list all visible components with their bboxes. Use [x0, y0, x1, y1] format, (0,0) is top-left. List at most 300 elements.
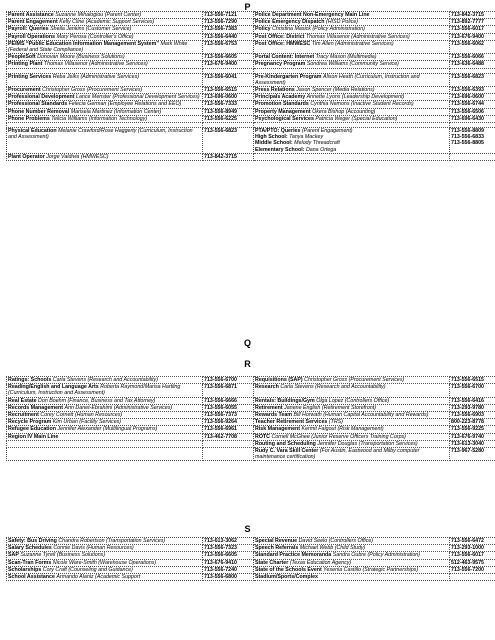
entry-service: Police Emergency Dispatch	[255, 19, 325, 26]
entry-phone-cell	[203, 108, 254, 115]
entry-name-cell	[254, 397, 450, 404]
entry-name-cell	[7, 33, 203, 40]
entry-name-cell	[254, 33, 450, 40]
entry-phone: 713-556-6393	[451, 87, 484, 94]
entry-name-cell	[254, 115, 450, 122]
entry-service: Psychological Services	[255, 115, 314, 122]
entry-name-cell	[254, 419, 450, 426]
entry-detail: David Seelo (Controllers Office)	[298, 538, 374, 544]
entry-phone: 713-556-9264	[204, 419, 237, 426]
entry-name-cell	[7, 115, 203, 122]
entry-phone: 713-556-8949	[204, 108, 237, 115]
table-row	[7, 108, 495, 115]
entry-name-cell	[7, 552, 203, 559]
table-row	[7, 448, 495, 461]
entry-detail: Christopher Gross (Procurement Services)	[42, 87, 143, 94]
table-row	[7, 377, 495, 384]
entry-service: Promotion Standards	[255, 101, 309, 108]
entry-phone: 713-556-7121	[204, 12, 237, 18]
entry-name-cell	[7, 440, 203, 447]
directory-table	[6, 11, 495, 161]
entry-phone: 713-556-6666	[204, 397, 237, 404]
entry-detail: Suzanne Tyrell (Business Solutions)	[20, 552, 106, 559]
entry-name-cell	[7, 426, 203, 433]
entry-detail: (Parent Engagement)	[301, 128, 353, 135]
entry-phone: 713-556-6515	[451, 377, 484, 383]
section-letter: Q	[243, 338, 251, 348]
table-row	[7, 33, 495, 40]
entry-phone-cell	[450, 101, 495, 108]
table-row	[7, 101, 495, 108]
entry-phone-cell	[450, 448, 495, 461]
entry-phone: 713-556-7383	[204, 26, 237, 33]
entry-phone-cell	[203, 73, 254, 86]
entry-phone-cell	[203, 61, 254, 68]
entry-phone: 713-556-6605	[204, 552, 237, 559]
entry-service: Region IV Main Line	[8, 433, 59, 440]
table-row	[7, 384, 495, 397]
entry-detail: Sheila Jenkins (Customer Service)	[50, 26, 132, 33]
entry-phone-cell	[450, 545, 495, 552]
entry-service: Refugee Education	[8, 426, 56, 433]
entry-name-cell	[7, 40, 203, 53]
entry-phone: 713-556-6515	[204, 87, 237, 94]
entry-phone: 713-556-7290	[204, 19, 237, 26]
entry-phone: 713-556-6744	[451, 101, 484, 108]
entry-service: Payroll Operations	[8, 33, 56, 40]
entry-name-cell	[254, 128, 450, 154]
entry-service: Parent Engagement	[8, 19, 58, 26]
table-row	[7, 26, 495, 33]
entry-name-cell	[7, 448, 203, 461]
entry-phone: 713-556-9225	[451, 426, 484, 433]
entry-name-cell	[7, 412, 203, 419]
table-row	[7, 19, 495, 26]
entry-name-cell	[254, 40, 450, 53]
entry-phone: 713-556-6225	[204, 115, 237, 122]
entry-service: Printing Services	[8, 73, 52, 80]
entry-detail: (HISD Police)	[325, 19, 359, 26]
entry-phone-cell	[203, 404, 254, 411]
entry-phone-cell	[450, 108, 495, 115]
entry-detail: Connie Davis (Human Resources)	[53, 545, 134, 552]
entry-service: Press Relations	[255, 87, 295, 94]
entry-phone-cell	[203, 40, 254, 53]
entry-detail: Jennifer Douglas (Transportation Services)	[317, 440, 418, 447]
entry-phone-cell	[450, 440, 495, 447]
entry-detail: Cynthia Nemons (Inactive Student Records)	[310, 101, 414, 108]
entry-phone-cell	[450, 419, 495, 426]
sub-entry-detail: Melody Threadcraft	[294, 140, 340, 147]
entry-phone: 713-556-6800	[204, 574, 237, 581]
entry-phone-cell	[450, 384, 495, 397]
entry-phone-cell	[450, 128, 495, 154]
table-row	[7, 545, 495, 552]
entry-phone: 713-293-9780	[451, 404, 484, 411]
entry-phone-cell	[450, 574, 495, 581]
entry-detail: Alison Heath (Curriculum, Instruction and Assessment)	[255, 73, 420, 86]
entry-name-cell	[7, 419, 203, 426]
entry-phone: 713-556-6472	[451, 538, 484, 544]
entry-name-cell	[254, 448, 450, 461]
entry-name-cell	[254, 94, 450, 101]
entry-name-cell	[254, 545, 450, 552]
entry-phone-cell	[450, 12, 495, 19]
entry-phone: 713-556-7200	[451, 566, 484, 573]
entry-detail: Michael Webb (Child Study)	[299, 545, 366, 552]
entry-name-cell	[254, 153, 450, 160]
entry-name-cell	[254, 404, 450, 411]
table-row	[7, 404, 495, 411]
entry-phone-cell	[203, 19, 254, 26]
entry-detail: Marisela Martinez (Information Center)	[70, 108, 162, 115]
table-row	[7, 559, 495, 566]
entry-service: Phone Number Removal	[8, 108, 70, 115]
entry-service: State of the Schools Event	[255, 566, 322, 573]
entry-detail: Jason Spencer (Media Relations)	[296, 87, 375, 94]
entry-phone: 713-676-9400	[204, 61, 237, 68]
entry-detail: Mary Perosa (Controller's Office)	[56, 33, 134, 40]
entry-phone-cell	[203, 412, 254, 419]
entry-phone-cell	[203, 448, 254, 461]
entry-detail: Sandra Oubre (Policy Administration)	[332, 552, 420, 559]
entry-phone-cell	[203, 94, 254, 101]
entry-phone-cell	[450, 377, 495, 384]
entry-phone: 713-613-3040	[451, 440, 484, 447]
entry-detail: Donovan Moore (Business Solutions)	[37, 54, 125, 61]
entry-phone-cell	[203, 566, 254, 573]
entry-phone-cell	[450, 61, 495, 68]
entry-detail: Lance Menster (Professional Development Services)	[76, 94, 200, 101]
entry-detail: Corey Cornett (Human Resources)	[40, 412, 123, 419]
entry-name-cell	[254, 101, 450, 108]
table-row	[7, 54, 495, 61]
table-row	[7, 397, 495, 404]
entry-detail: Kim Urban (Facility Services)	[52, 419, 122, 426]
table-row	[7, 73, 495, 86]
entry-detail: Carla Stevens (Research and Accountability)	[280, 384, 386, 391]
entry-name-cell	[7, 377, 203, 384]
entry-name-cell	[254, 552, 450, 559]
table-row	[7, 153, 495, 160]
entry-phone: 713-556-6440	[204, 33, 237, 40]
entry-service: Property Management	[255, 108, 311, 115]
entry-name-cell	[7, 384, 203, 397]
entry-name-cell	[7, 545, 203, 552]
entry-service: Policy	[255, 26, 271, 33]
entry-name-cell	[254, 538, 450, 545]
entry-name-cell	[7, 101, 203, 108]
entry-name-cell	[7, 26, 203, 33]
entry-service: Records Management	[8, 404, 64, 411]
entry-phone: 713-676-9740	[451, 433, 484, 440]
table-row	[7, 566, 495, 573]
entry-phone-cell	[203, 33, 254, 40]
entry-detail: Melanie Crawford/Rose Haggerty (Curriculum, Instruction and Assessment)	[8, 128, 193, 141]
entry-phone-cell	[203, 101, 254, 108]
entry-detail: Yesenia Castillo (Strategic Partnerships)	[323, 566, 419, 573]
entry-phone: 713-556-6903	[451, 412, 484, 419]
entry-phone: 713-676-9410	[204, 559, 237, 566]
entry-name-cell	[7, 153, 203, 160]
entry-service: Speech Referrals	[255, 545, 299, 552]
entry-service: Routing and Scheduling	[255, 440, 316, 447]
entry-detail: Carla Stevens (Research and Accountability)	[52, 377, 158, 383]
entry-name-cell	[254, 61, 450, 68]
entry-service: SAP	[8, 552, 19, 559]
entry-phone-cell	[203, 54, 254, 61]
entry-service: Police Department Non-Emergency Main Line	[255, 12, 370, 18]
entry-phone-cell	[203, 538, 254, 545]
entry-name-cell	[254, 433, 450, 440]
entry-phone: 713-842-3715	[204, 153, 237, 160]
entry-detail: Reba Jelks (Administrative Services)	[52, 73, 140, 80]
entry-service: PTA/PTO: Queries	[255, 128, 301, 135]
entry-detail: Mark White (Federal and State Compliance)	[8, 40, 188, 54]
entry-name-cell	[254, 26, 450, 33]
entry-phone-cell	[203, 153, 254, 160]
entry-phone: 713-556-6753	[204, 40, 237, 47]
table-row	[7, 40, 495, 53]
entry-phone-cell	[450, 412, 495, 419]
table-row	[7, 552, 495, 559]
entry-service: Special Revenue	[255, 538, 298, 544]
entry-service: Real Estate	[8, 397, 37, 404]
entry-phone-cell	[450, 426, 495, 433]
entry-service: Scan-Tran Forms	[8, 559, 52, 566]
table-row	[7, 115, 495, 122]
entry-detail: Felecia German (Employee Relations and EEO)	[68, 101, 182, 108]
entry-phone-cell	[203, 545, 254, 552]
entry-name-cell	[254, 566, 450, 573]
entry-detail: Telicia Williams (Information Technology)	[51, 115, 148, 122]
entry-phone-cell	[203, 397, 254, 404]
entry-phone: 713-462-7708	[204, 433, 237, 440]
table-row	[7, 94, 495, 101]
entry-name-cell	[7, 12, 203, 19]
entry-service: Pregnancy Program	[255, 61, 306, 68]
entry-name-cell	[7, 61, 203, 68]
entry-detail: Chandra Robertson (Transportation Services)	[58, 538, 166, 544]
entry-name-cell	[254, 19, 450, 26]
entry-phone-cell	[203, 115, 254, 122]
entry-service: Recycle Program	[8, 419, 52, 426]
entry-name-cell	[254, 108, 450, 115]
entry-name-cell	[7, 128, 203, 154]
entry-phone-cell	[203, 384, 254, 397]
entry-service: Recruitment	[8, 412, 39, 419]
entry-service: Rentals: Buildings/Gym	[255, 397, 315, 404]
entry-service: Parent Assistance	[8, 12, 54, 18]
section-letter: S	[244, 524, 251, 534]
entry-phone-cell	[203, 26, 254, 33]
entry-name-cell	[254, 54, 450, 61]
entry-phone-cell	[450, 559, 495, 566]
entry-service: PeopleSoft	[8, 54, 36, 61]
entry-service: Scholarships	[8, 566, 42, 573]
entry-service: State Charter	[255, 559, 289, 566]
entry-detail: Okera Bishop (Accounting)	[312, 108, 376, 115]
entry-service: Safety: Bus Driving	[8, 538, 57, 544]
entry-phone: 713-967-5280	[451, 448, 484, 455]
entry-name-cell	[254, 574, 450, 581]
table-row	[7, 12, 495, 19]
entry-service: Reading/English and Language Arts	[8, 384, 99, 391]
entry-detail: Kelly Cline (Academic Support Services)	[59, 19, 155, 26]
entry-phone: 713-556-7373	[204, 412, 237, 419]
entry-phone-cell	[203, 12, 254, 19]
table-row	[7, 419, 495, 426]
entry-phone: 713-636-6488	[451, 61, 484, 68]
entry-service: Phone Problems	[8, 115, 50, 122]
entry-detail: Patricia Weger (Special Education)	[315, 115, 398, 122]
entry-phone-cell	[450, 19, 495, 26]
entry-name-cell	[7, 19, 203, 26]
entry-phone: 713-696-6430	[451, 115, 484, 122]
entry-phone-cell	[450, 94, 495, 101]
entry-name-cell	[7, 73, 203, 86]
entry-detail: Christopher Gross (Procurement Services)	[304, 377, 405, 383]
entry-phone: 713-556-6700	[204, 377, 237, 383]
entry-phone-cell	[450, 115, 495, 122]
section-letter: P	[244, 2, 251, 12]
entry-name-cell	[254, 12, 450, 19]
entry-detail: Bill Horwath (Human Capital Accountability and Rewards)	[293, 412, 429, 419]
sub-entry-service: Middle School:	[255, 140, 293, 147]
entry-service: School Assistance	[8, 574, 55, 581]
entry-phone: 713-676-9400	[451, 33, 484, 40]
directory-table	[6, 376, 495, 461]
entry-phone-cell	[450, 33, 495, 40]
table-row	[7, 128, 495, 154]
entry-name-cell	[7, 108, 203, 115]
entry-service: Research	[255, 384, 279, 391]
entry-phone-cell	[203, 419, 254, 426]
entry-service: ROTC	[255, 433, 271, 440]
entry-phone: 713-556-6041	[204, 73, 237, 80]
entry-phone: 713-556-6017	[451, 552, 484, 559]
entry-service: Payroll: Queries	[8, 26, 49, 33]
sub-entry-phone: 713-556-8809	[451, 128, 484, 135]
entry-phone-cell	[203, 440, 254, 447]
entry-service: Physical Education	[8, 128, 57, 135]
entry-phone: 713-892-7777	[451, 19, 484, 26]
entry-detail: (TRS)	[328, 419, 343, 426]
table-row	[7, 426, 495, 433]
entry-name-cell	[7, 54, 203, 61]
entry-detail: (For Austin, Eastwood and Milby computer maintenance certification)	[255, 448, 420, 461]
table-row	[7, 538, 495, 545]
entry-name-cell	[254, 426, 450, 433]
entry-service: Post Office: HMWESC	[255, 40, 311, 47]
entry-detail: Thomas Villasenor (Administrative Services)	[43, 61, 148, 68]
entry-service: PEIMS “Public Education Information Management System”	[8, 40, 159, 47]
entry-detail: Kermit Falgout (Risk Management)	[301, 426, 384, 433]
entry-name-cell	[7, 566, 203, 573]
entry-service: Pre-Kindergarten Program	[255, 73, 322, 80]
entry-phone: 713-556-6871	[204, 384, 237, 391]
entry-detail: Roberta Raymond/Marisa Hartling (Curriculum, Instruction and Assessment)	[8, 384, 181, 397]
entry-detail: Sondrea Williams (Community Service)	[306, 61, 399, 68]
entry-detail: Ann Danet-Ebrahimi (Administrative Services)	[64, 404, 173, 411]
sub-entry	[255, 147, 448, 153]
entry-name-cell	[7, 559, 203, 566]
entry-detail: Armando Alaniz (Academic Support	[56, 574, 141, 581]
entry-service: Professional Standards	[8, 101, 68, 108]
entry-detail: Don Boehm (Finance, Business and Tax Attorney)	[38, 397, 156, 404]
entry-detail: Christina Masick (Policy Administration)	[272, 26, 365, 33]
sub-entry-detail: Dana Ortega	[305, 146, 337, 153]
entry-name-cell	[7, 87, 203, 94]
section-letter: R	[244, 359, 251, 369]
entry-service: Professional Development	[8, 94, 75, 101]
table-row	[7, 87, 495, 94]
entry-service: Principals Academy	[255, 94, 306, 101]
entry-service: Rewards Team	[255, 412, 292, 419]
entry-phone: 713-556-6506	[451, 108, 484, 115]
entry-service: Portal Content: Internet	[255, 54, 315, 61]
entry-name-cell	[254, 384, 450, 397]
entry-service: Teacher Retirement Services	[255, 419, 328, 426]
table-row	[7, 440, 495, 447]
table-row	[7, 433, 495, 440]
entry-name-cell	[7, 538, 203, 545]
table-row	[7, 574, 495, 581]
entry-service: Procurement	[8, 87, 41, 94]
table-row	[7, 412, 495, 419]
entry-detail: Olga Lopez (Controllers Office)	[316, 397, 390, 404]
entry-detail: Nicole Ware-Smith (Warehouse Operations)	[52, 559, 157, 566]
entry-phone-cell	[450, 538, 495, 545]
entry-phone: 713-556-6066	[451, 54, 484, 61]
entry-phone: 713-556-6961	[204, 426, 237, 433]
entry-name-cell	[7, 94, 203, 101]
entry-detail: Jennifer Alexander (Multilingual Programs)	[57, 426, 158, 433]
entry-detail: Annette Lyons (Leadership Development)	[306, 94, 405, 101]
entry-phone: 512-463-9575	[451, 559, 484, 566]
entry-service: Post Office: District	[255, 33, 305, 40]
entry-phone-cell	[450, 397, 495, 404]
entry-detail: (Texas Education Agency)	[289, 559, 352, 566]
entry-phone-cell	[203, 433, 254, 440]
entry-detail: Jorge Valdivia (HMWESC)	[46, 153, 109, 160]
entry-phone: 713-556-7323	[204, 545, 237, 552]
entry-detail: Tracy Mason (Multimedia)	[315, 54, 377, 61]
entry-detail: Cory Craft (Counseling and Guidance)	[42, 566, 133, 573]
entry-phone: 713-696-0600	[451, 94, 484, 101]
entry-phone-cell	[203, 377, 254, 384]
entry-phone: 713-556-6605	[204, 54, 237, 61]
entry-phone-cell	[203, 574, 254, 581]
entry-service: Plant Operator	[8, 153, 45, 160]
entry-phone: 713-556-7333	[204, 101, 237, 108]
entry-phone-cell	[203, 426, 254, 433]
sub-entry-service: Elementary School:	[255, 146, 305, 153]
sub-entry-phone: 713-556-6833	[451, 134, 484, 141]
entry-phone-cell	[450, 40, 495, 53]
entry-name-cell	[254, 559, 450, 566]
entry-name-cell	[7, 397, 203, 404]
entry-detail: Tim Allen (Administrative Services)	[311, 40, 394, 47]
entry-phone: 800-223-8778	[451, 419, 484, 426]
entry-phone: 713-613-3062	[204, 538, 237, 544]
entry-phone: 713-842-3715	[451, 12, 484, 18]
entry-phone-cell	[203, 87, 254, 94]
entry-service: Requisitions (SAP)	[255, 377, 303, 383]
table-row	[7, 61, 495, 68]
entry-phone: 713-556-6055	[204, 404, 237, 411]
entry-detail: Janene English (Retirement Storefront)	[284, 404, 377, 411]
